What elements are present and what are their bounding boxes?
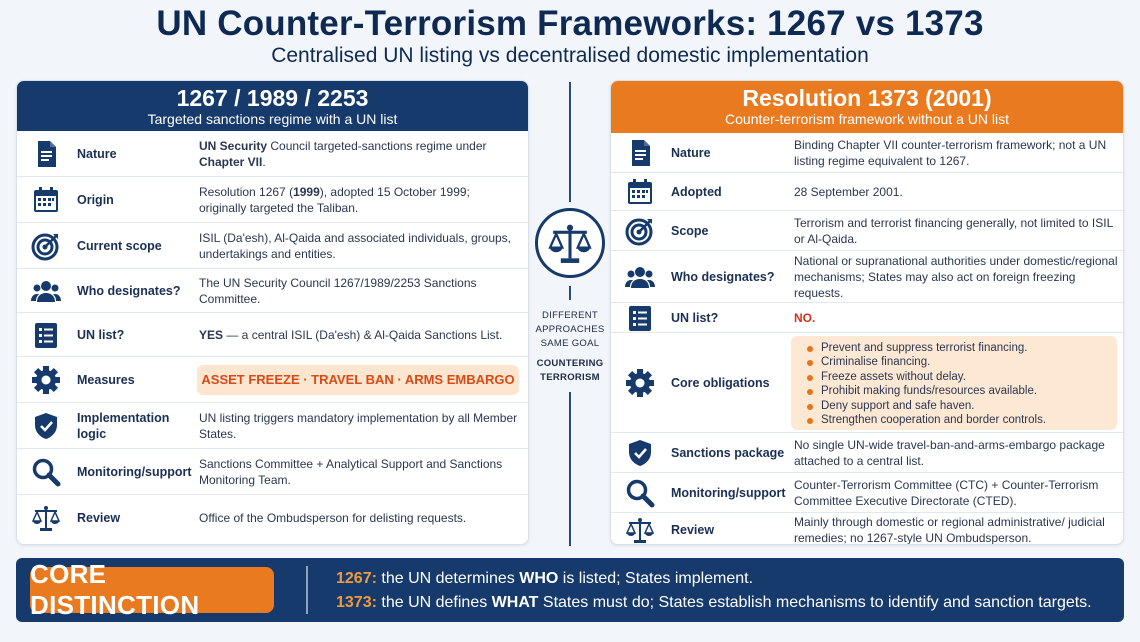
row-text: YES — a central ISIL (Da'esh) & Al-Qaida Sanctions List. bbox=[199, 327, 503, 342]
row-label: Measures bbox=[77, 372, 135, 387]
panel-1267-header bbox=[17, 81, 528, 131]
row-label: Monitoring/support bbox=[77, 464, 192, 479]
panel-1267-subtitle: Targeted sanctions regime with a UN list bbox=[147, 111, 398, 127]
row-text: Counter-Terrorism Committee (CTC) + Counter-Terrorism Committee Executive Directorate (CTED). bbox=[794, 477, 1099, 508]
row-core-obligations bbox=[611, 333, 1123, 433]
row-text: The UN Security Council 1267/1989/2253 Sanctions Committee. bbox=[199, 275, 477, 306]
row-label: Who designates? bbox=[77, 283, 181, 298]
row-sanctions-package bbox=[611, 433, 1123, 473]
row-label: Review bbox=[77, 511, 121, 525]
center-label-terrorism: TERRORISM bbox=[540, 372, 600, 383]
center-divider-mid bbox=[569, 286, 571, 300]
target-icon bbox=[623, 214, 657, 248]
row-label: Core obligations bbox=[671, 375, 770, 390]
row-text: NO. bbox=[794, 310, 816, 325]
center-label-same-goal: SAME GOAL bbox=[540, 338, 600, 349]
row-label: UN list? bbox=[77, 327, 125, 342]
panel-1373 bbox=[610, 80, 1124, 545]
list-item: Criminalise financing. bbox=[803, 355, 1117, 370]
row-label: UN list? bbox=[671, 310, 719, 325]
row-who-designates bbox=[611, 251, 1123, 303]
footer-line-1267: 1267: the UN determines WHO is listed; States implement. bbox=[336, 570, 754, 587]
list-item: Prohibit making funds/resources available. bbox=[803, 384, 1117, 399]
row-label: Sanctions package bbox=[671, 445, 785, 460]
row-un-list bbox=[17, 313, 528, 357]
magnifier-icon bbox=[29, 455, 63, 489]
calendar-icon bbox=[29, 183, 63, 217]
row-scope bbox=[611, 211, 1123, 251]
row-text: Resolution 1267 (1999), adopted 15 October 1999; originally targeted the Taliban. bbox=[199, 184, 470, 215]
row-label: Implementation logic bbox=[77, 410, 170, 441]
row-implementation-logic bbox=[17, 403, 528, 449]
list-item: Deny support and safe haven. bbox=[803, 399, 1117, 414]
center-divider-bottom bbox=[569, 392, 571, 546]
people-icon bbox=[29, 274, 63, 308]
panel-1267 bbox=[16, 80, 529, 545]
panel-1373-title: Resolution 1373 (2001) bbox=[742, 85, 992, 111]
row-text: UN Security Council targeted-sanctions regime under Chapter VII. bbox=[199, 138, 487, 169]
core-distinction-banner bbox=[16, 558, 1124, 622]
measures-pill: ASSET FREEZE · TRAVEL BAN · ARMS EMBARGO bbox=[197, 365, 519, 395]
row-adopted bbox=[611, 173, 1123, 211]
center-divider-top bbox=[569, 82, 571, 202]
document-icon bbox=[623, 136, 657, 170]
row-label: Review bbox=[671, 523, 715, 537]
magnifier-icon bbox=[623, 476, 657, 510]
row-nature bbox=[611, 133, 1123, 173]
list-icon bbox=[623, 301, 657, 335]
row-review bbox=[611, 513, 1123, 545]
row-current-scope bbox=[17, 223, 528, 269]
obligations-box bbox=[791, 336, 1117, 430]
center-label-countering: COUNTERING bbox=[536, 358, 604, 369]
people-icon bbox=[623, 260, 657, 294]
panel-1373-header bbox=[611, 81, 1123, 133]
list-item: Strengthen cooperation and border controls. bbox=[803, 413, 1117, 428]
row-text: Binding Chapter VII counter-terrorism framework; not a UN listing regime equivalent to 1267. bbox=[794, 137, 1107, 168]
row-text: No single UN-wide travel-ban-and-arms-embargo package attached to a central list. bbox=[794, 437, 1105, 468]
list-item: Freeze assets without delay. bbox=[803, 370, 1117, 385]
row-text: ISIL (Da'esh), Al-Qaida and associated individuals, groups, undertakings and entities. bbox=[199, 230, 512, 261]
row-text: Office of the Ombudsperson for delisting requests. bbox=[199, 511, 467, 525]
center-label-different: DIFFERENT bbox=[541, 310, 598, 321]
panel-1373-subtitle: Counter-terrorism framework without a UN list bbox=[725, 111, 1009, 127]
center-label-approaches: APPROACHES bbox=[535, 324, 605, 335]
panel-1267-title: 1267 / 1989 / 2253 bbox=[176, 85, 369, 111]
row-text: Terrorism and terrorist financing generally, not limited to ISIL or Al-Qaida. bbox=[794, 215, 1113, 246]
row-text: National or supranational authorities under domestic/regional mechanisms; States may also act on foreign freezing requests. bbox=[794, 253, 1118, 300]
gear-icon bbox=[623, 366, 657, 400]
row-label: Current scope bbox=[77, 238, 162, 253]
shield-icon bbox=[29, 409, 63, 443]
row-label: Monitoring/support bbox=[671, 485, 786, 500]
center-scales-icon bbox=[535, 208, 605, 278]
obligations-list bbox=[803, 341, 1117, 428]
row-label: Scope bbox=[671, 223, 709, 238]
row-measures bbox=[17, 357, 528, 403]
row-who-designates bbox=[17, 269, 528, 313]
row-review bbox=[17, 495, 528, 541]
document-icon bbox=[29, 137, 63, 171]
scales-icon bbox=[29, 501, 63, 535]
row-text: Sanctions Committee + Analytical Support and Sanctions Monitoring Team. bbox=[199, 456, 503, 487]
row-un-list bbox=[611, 303, 1123, 333]
footer-divider bbox=[306, 566, 308, 614]
row-nature bbox=[17, 131, 528, 177]
row-label: Origin bbox=[77, 192, 114, 207]
page-subtitle: Centralised UN listing vs decentralised domestic implementation bbox=[271, 44, 869, 67]
gear-icon bbox=[29, 363, 63, 397]
row-text: Mainly through domestic or regional administrative/ judicial remedies; no 1267-style UN Ombudsperson. bbox=[794, 515, 1105, 545]
row-text: UN listing triggers mandatory implementation by all Member States. bbox=[199, 410, 518, 441]
shield-icon bbox=[623, 436, 657, 470]
row-origin bbox=[17, 177, 528, 223]
row-monitoring-support bbox=[611, 473, 1123, 513]
row-label: Nature bbox=[671, 145, 711, 160]
page-title: UN Counter-Terrorism Frameworks: 1267 vs 1373 bbox=[156, 4, 984, 43]
row-label: Nature bbox=[77, 146, 117, 161]
scales-icon bbox=[623, 513, 657, 545]
calendar-icon bbox=[623, 175, 657, 209]
core-distinction-badge: CORE DISTINCTION bbox=[30, 567, 274, 613]
row-label: Who designates? bbox=[671, 269, 775, 284]
row-monitoring-support bbox=[17, 449, 528, 495]
footer-line-1373: 1373: the UN defines WHAT States must do; States establish mechanisms to identify and sanction targets. bbox=[336, 594, 1092, 611]
target-icon bbox=[29, 229, 63, 263]
list-icon bbox=[29, 318, 63, 352]
row-label: Adopted bbox=[671, 184, 722, 199]
list-item: Prevent and suppress terrorist financing. bbox=[803, 341, 1117, 356]
row-text: 28 September 2001. bbox=[794, 184, 903, 199]
